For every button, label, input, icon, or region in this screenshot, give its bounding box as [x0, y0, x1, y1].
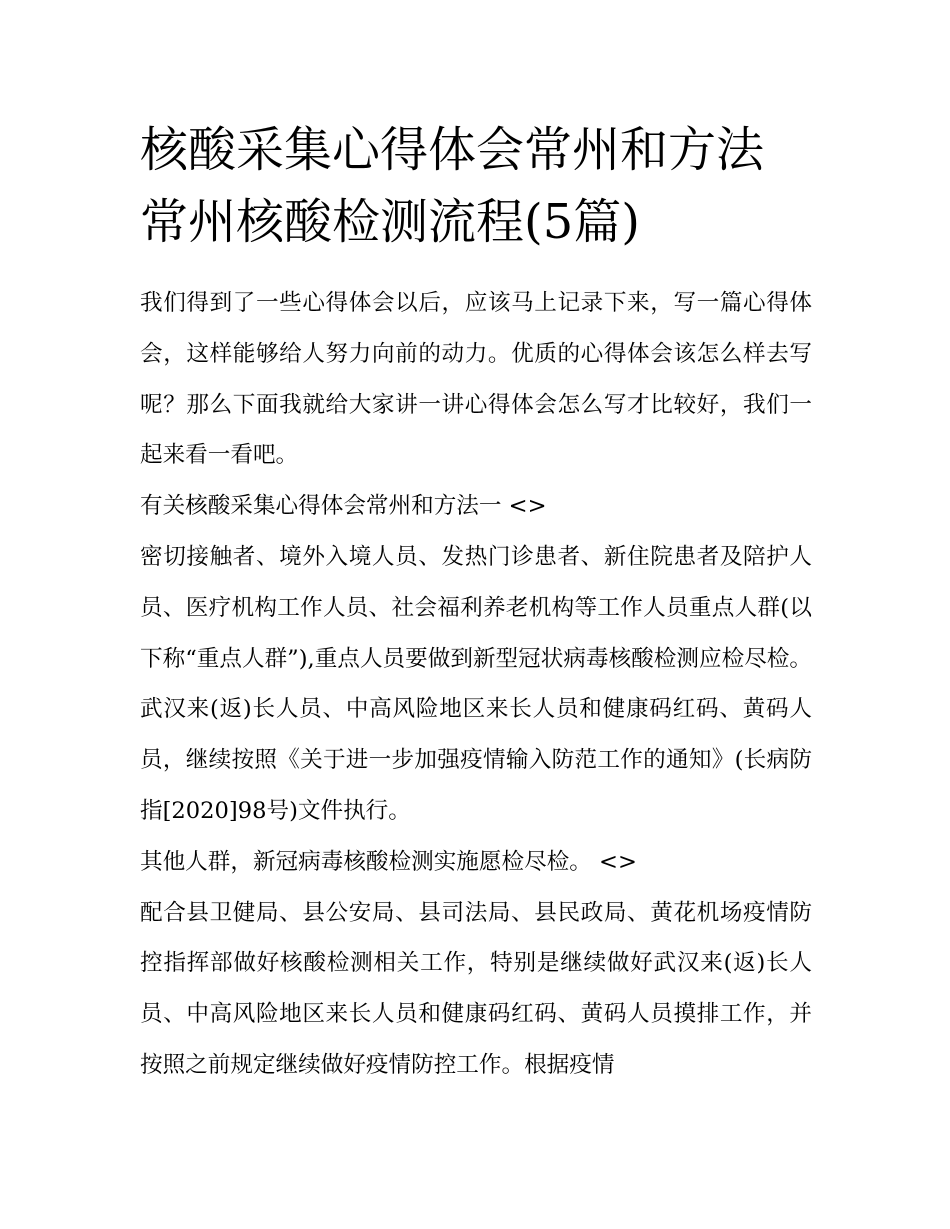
title-line-1: 核酸采集心得体会常州和方法: [140, 122, 765, 178]
section-heading-1: 有关核酸采集心得体会常州和方法一 <>: [140, 493, 547, 520]
body-paragraph-coordination: 配合县卫健局、县公安局、县司法局、县民政局、黄花机场疫情防控指挥部做好核酸检测相关工作，特别是继续做好武汉来(返)长人员、中高风险地区来长人员和健康码红码、黄码人员摸排工作，并按照之前规定继续做好疫情防控工作。根据疫情: [140, 899, 812, 1078]
title-line-2: 常州核酸检测流程(5篇): [140, 194, 640, 250]
document-body: [140, 278, 812, 1091]
document-title: [140, 114, 840, 258]
body-paragraph-key-groups: 密切接触者、境外入境人员、发热门诊患者、新住院患者及陪护人员、医疗机构工作人员、社会福利养老机构等工作人员重点人群(以下称“重点人群”),重点人员要做到新型冠状病毒核酸检测应检尽检。武汉来(返)长人员、中高风险地区来长人员和健康码红码、黄码人员，继续按照《关于进一步加强疫情输入防范工作的通知》(长病防指[2020]98号)文件执行。: [140, 543, 812, 824]
intro-paragraph: 我们得到了一些心得体会以后，应该马上记录下来，写一篇心得体会，这样能够给人努力向前的动力。优质的心得体会该怎么样去写呢？那么下面我就给大家讲一讲心得体会怎么写才比较好，我们一起来看一看吧。: [140, 290, 812, 469]
body-paragraph-other-groups: 其他人群，新冠病毒核酸检测实施愿检尽检。 <>: [140, 848, 637, 875]
